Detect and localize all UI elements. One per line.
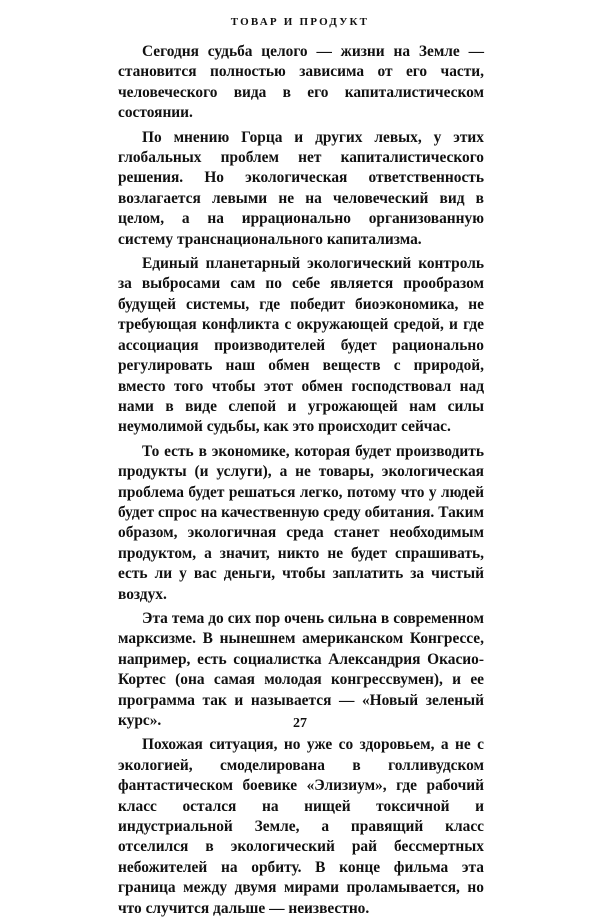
paragraph-3: Единый планетарный экологический контроль за выбросами сам по себе является прообразом будущей системы, где победит биоэкономика, не требующая конфликта с окружающей средой, и где ассоциация производителей будет рационально регулировать наш обмен веществ с природой, вместо того чтобы этот обмен господствовал над нами в виде слепой и угрожающей нам силы неумолимой судьбы, как это происходит сейчас. [118, 255, 484, 436]
page-number: 27 [293, 716, 307, 731]
paragraph-6: Похожая ситуация, но уже со здоровьем, а не с экологией, смоделирована в голливудском фантастическом боевике «Элизиум», где рабочий класс остался на нищей токсичной и индустриальной Земле, а правящий класс отселился в экологический рай бессмертных небожителей на орбиту. В конце фильма эта граница между двумя мирами проламывается, но что случится дальше — неизвестно. [118, 736, 484, 917]
running-head: ТОВАР И ПРОДУКТ [230, 16, 370, 28]
paragraph-1: Сегодня судьба целого — жизни на Земле — становится полностью зависима от его части, человеческого вида в его капиталистическом состоянии. [118, 43, 484, 122]
paragraph-4: То есть в экономике, которая будет производить продукты (и услуги), а не товары, экологическая проблема будет решаться легко, потому что у людей будет спрос на качественную среду обитания. Таким образом, экологичная среда станет необходимым продуктом, а значит, никто не будет спрашивать, есть ли у вас деньги, чтобы заплатить за чистый воздух. [118, 442, 484, 603]
paragraph-5: Эта тема до сих пор очень сильна в современном марксизме. В нынешнем американском Конгрессе, например, есть социалистка Александрия Окасио-Кортес (она самая молодая конгрессвумен), и ее программа так и называется — «Новый зеленый курс». [118, 609, 484, 729]
body-text [118, 42, 484, 919]
paragraph-2: По мнению Горца и других левых, у этих глобальных проблем нет капиталистического решения. Но экологическая ответственность возлагается левыми не на человеческий вид в целом, а на иррационально организованную систему транснационального капитализма. [118, 128, 484, 248]
